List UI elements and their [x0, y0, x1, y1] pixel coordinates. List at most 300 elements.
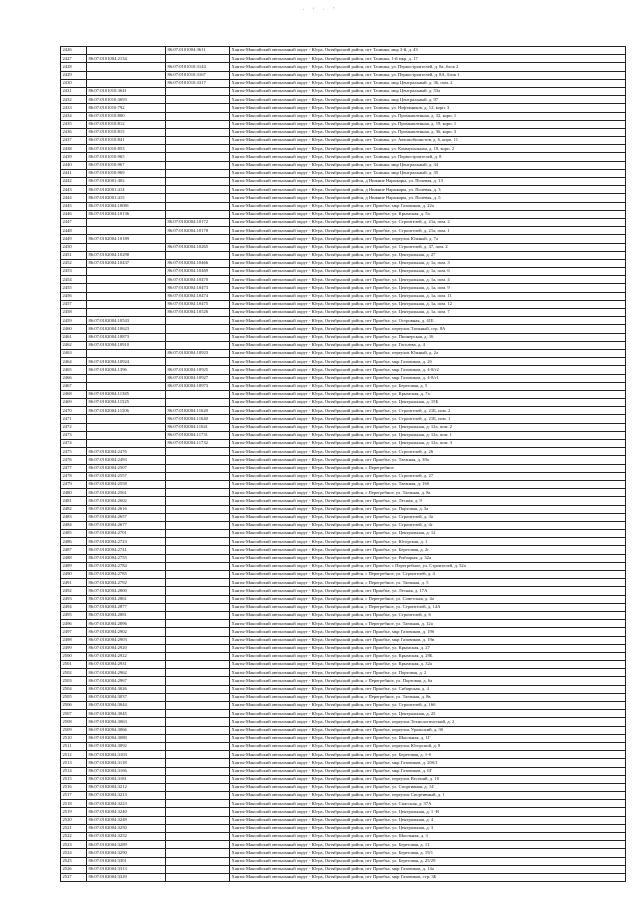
- address-cell: Ханты-Мансийский автономный округ - Югра, Октябрьский район, пгт Талинка, ул. Коммунальная, д. 19, корп. 2: [230, 145, 626, 153]
- address-cell: Ханты-Мансийский автономный округ - Югра, Октябрьский район, пгт Приобье, ул. Школьная, д. 1Г: [230, 734, 626, 742]
- address-cell: Ханты-Мансийский автономный округ - Югра, Октябрьский район, пгт Приобье, ул. Центральная, д. 4: [230, 816, 626, 824]
- row-number-cell: 2512: [61, 751, 87, 759]
- row-number-cell: 2516: [61, 783, 87, 791]
- address-cell: Ханты-Мансийский автономный округ - Югра, Октябрьский район, пгт Приобье, ул. Лесная, д. 17А: [230, 587, 626, 595]
- premises-cadastral-number-cell: [166, 513, 230, 521]
- cadastral-number-cell: 86:07:0102004:10136: [87, 210, 166, 218]
- address-cell: Ханты-Мансийский автономный округ - Югра, Октябрьский район, пгт Талинка, ул. Первостроителей, д. 8: [230, 153, 626, 161]
- address-cell: Ханты-Мансийский автономный округ - Югра, Октябрьский район, пгт Приобье, мкр Газовиков, д. 6Г: [230, 767, 626, 775]
- address-cell: Ханты-Мансийский автономный округ - Югра, Октябрьский район, пгт Приобье, ул. Лесная, д. 9: [230, 497, 626, 505]
- premises-cadastral-number-cell: 86:07:0102004:11732: [166, 440, 230, 448]
- address-cell: Ханты-Мансийский автономный округ - Югра, Октябрьский район, пгт Талинка, ул. Первостроителей, д. 8А, блок 1: [230, 71, 626, 79]
- cadastral-number-cell: 86:07:0102004:2881: [87, 611, 166, 619]
- premises-cadastral-number-cell: 86:07:0102004:10172: [166, 218, 230, 226]
- premises-cadastral-number-cell: [166, 759, 230, 767]
- cadastral-number-cell: 86:07:0102004:1396: [87, 366, 166, 374]
- address-cell: Ханты-Мансийский автономный округ - Югра, Октябрьский район, пгт Приобье, ул. Портовая, д. 2: [230, 669, 626, 677]
- premises-cadastral-number-cell: [166, 685, 230, 693]
- row-number-cell: 2485: [61, 530, 87, 538]
- premises-cadastral-number-cell: 86:07:0101010:3317: [166, 79, 230, 87]
- address-cell: Ханты-Мансийский автономный округ - Югра, Октябрьский район, пгт Талинка, 1-й мкр, д. 17: [230, 55, 626, 63]
- premises-cadastral-number-cell: [166, 161, 230, 169]
- cadastral-number-cell: 86:07:0102004:3301: [87, 857, 166, 865]
- premises-cadastral-number-cell: [166, 178, 230, 186]
- cadastral-number-cell: 86:07:0102004:3249: [87, 816, 166, 824]
- premises-cadastral-number-cell: [166, 210, 230, 218]
- cadastral-number-cell: 86:07:0102004:11506: [87, 407, 166, 415]
- table-row: [61, 366, 626, 374]
- cadastral-number-cell: 86:07:0102004:10081: [87, 202, 166, 210]
- table-row: [61, 276, 626, 284]
- cadastral-number-cell: [87, 440, 166, 448]
- cadastral-number-cell: 86:07:0102001:414: [87, 186, 166, 194]
- premises-cadastral-number-cell: [166, 472, 230, 480]
- premises-cadastral-number-cell: [166, 800, 230, 808]
- table-row: [61, 399, 626, 407]
- row-number-cell: 2451: [61, 251, 87, 259]
- premises-cadastral-number-cell: 86:07:0102004:10526: [166, 309, 230, 317]
- row-number-cell: 2502: [61, 669, 87, 677]
- address-cell: Ханты-Мансийский автономный округ - Югра, Октябрьский район, пгт Приобье, ул. Строителей, д. 6: [230, 611, 626, 619]
- cadastral-number-cell: 86:07:0102004:3213: [87, 792, 166, 800]
- table-row: [61, 317, 626, 325]
- table-row: [61, 783, 626, 791]
- table-row: [61, 734, 626, 742]
- row-number-cell: 2469: [61, 399, 87, 407]
- cadastral-number-cell: 86:07:0102004:2558: [87, 480, 166, 488]
- premises-cadastral-number-cell: [166, 718, 230, 726]
- table-row: [61, 259, 626, 267]
- premises-cadastral-number-cell: [166, 710, 230, 718]
- premises-cadastral-number-cell: [166, 358, 230, 366]
- premises-cadastral-number-cell: [166, 841, 230, 849]
- premises-cadastral-number-cell: [166, 87, 230, 95]
- row-number-cell: 2456: [61, 292, 87, 300]
- table-row: [61, 521, 626, 529]
- address-cell: Ханты-Мансийский автономный округ - Югра, Октябрьский район, пгт Приобье, ул. Береговая, д. 5: [230, 382, 626, 390]
- premises-cadastral-number-cell: 86:07:0102004:10925: [166, 366, 230, 374]
- cadastral-number-cell: 86:07:0102004:10623: [87, 325, 166, 333]
- premises-cadastral-number-cell: [166, 579, 230, 587]
- cadastral-number-cell: [87, 300, 166, 308]
- table-row: [61, 792, 626, 800]
- address-cell: Ханты-Мансийский автономный округ - Югра, Октябрьский район, пгт Приобье, переулок Весений, д. 10: [230, 775, 626, 783]
- cadastral-number-cell: 86:07:0102004:2507: [87, 464, 166, 472]
- table-row: [61, 685, 626, 693]
- row-number-cell: 2453: [61, 268, 87, 276]
- table-row: [61, 595, 626, 603]
- cadastral-number-cell: 86:07:0102004:3063: [87, 718, 166, 726]
- table-row: [61, 382, 626, 390]
- premises-cadastral-number-cell: [166, 464, 230, 472]
- table-row: [61, 865, 626, 873]
- address-cell: Ханты-Мансийский автономный округ - Югра, Октябрьский район, пгт Приобье, ул. Береговая, д. 1-б: [230, 751, 626, 759]
- table-row: [61, 415, 626, 423]
- cadastral-number-cell: [87, 415, 166, 423]
- address-cell: Ханты-Мансийский автономный округ - Югра, Октябрьский район, пгт Приобье, ул. Строителей, д. 21Б, пом. 1: [230, 415, 626, 423]
- table-row: [61, 407, 626, 415]
- table-row: [61, 726, 626, 734]
- table-row: [61, 268, 626, 276]
- cadastral-number-cell: [87, 47, 166, 55]
- table-row: [61, 96, 626, 104]
- premises-cadastral-number-cell: [166, 169, 230, 177]
- premises-cadastral-number-cell: [166, 636, 230, 644]
- row-number-cell: 2426: [61, 47, 87, 55]
- table-row: [61, 587, 626, 595]
- premises-cadastral-number-cell: [166, 783, 230, 791]
- address-cell: Ханты-Мансийский автономный округ - Югра, Октябрьский район, пгт Приобье, ул. Центральная, д. 12а, пом. 2: [230, 423, 626, 431]
- address-cell: Ханты-Мансийский автономный округ - Югра, Октябрьский район, пгт Приобье, переулок Таежный, стр. 8А: [230, 325, 626, 333]
- address-cell: Ханты-Мансийский автономный округ - Югра, Октябрьский район, пгт Приобье, ул. Центральная, д. 1а, пом. 12: [230, 300, 626, 308]
- cadastral-number-cell: 86:07:0102004:3066: [87, 726, 166, 734]
- premises-cadastral-number-cell: 86:07:0101004:3611: [166, 47, 230, 55]
- address-cell: Ханты-Мансийский автономный округ - Югра, Октябрьский район, пгт Приобье, ул. Центральная, д. 12а, пом. 3: [230, 440, 626, 448]
- row-number-cell: 2476: [61, 456, 87, 464]
- cadastral-number-cell: 86:07:0102004:2903: [87, 636, 166, 644]
- premises-cadastral-number-cell: [166, 120, 230, 128]
- cadastral-register-table: [60, 46, 626, 882]
- table-row: [61, 677, 626, 685]
- table-row: [61, 300, 626, 308]
- address-cell: Ханты-Мансийский автономный округ - Югра, Октябрьский район, д Нижние Нарыкары, ул. Полевая, д. 5: [230, 194, 626, 202]
- row-number-cell: 2427: [61, 55, 87, 63]
- row-number-cell: 2438: [61, 145, 87, 153]
- table-row: [61, 702, 626, 710]
- row-number-cell: 2503: [61, 677, 87, 685]
- table-row: [61, 251, 626, 259]
- address-cell: Ханты-Мансийский автономный округ - Югра, Октябрьский район, пгт Приобье, мкр Газовиков, д. 19в: [230, 636, 626, 644]
- row-number-cell: 2454: [61, 276, 87, 284]
- premises-cadastral-number-cell: [166, 620, 230, 628]
- address-cell: Ханты-Мансийский автономный округ - Югра, Октябрьский район, с Перегребное, ул. Таежная, д. 12а: [230, 620, 626, 628]
- premises-cadastral-number-cell: 86:07:0102004:11641: [166, 423, 230, 431]
- premises-cadastral-number-cell: [166, 390, 230, 398]
- table-row: [61, 448, 626, 456]
- table-row: [61, 562, 626, 570]
- row-number-cell: 2523: [61, 841, 87, 849]
- premises-cadastral-number-cell: 86:07:0102004:10178: [166, 227, 230, 235]
- address-cell: Ханты-Мансийский автономный округ - Югра, Октябрьский район, пгт Приобье, мкр Газовиков, д. 19б: [230, 628, 626, 636]
- cadastral-number-cell: 86:07:0102004:10543: [87, 317, 166, 325]
- premises-cadastral-number-cell: [166, 235, 230, 243]
- premises-cadastral-number-cell: [166, 857, 230, 865]
- premises-cadastral-number-cell: [166, 849, 230, 857]
- cadastral-number-cell: 86:07:0102004:3240: [87, 808, 166, 816]
- cadastral-number-cell: 86:07:0102004:2677: [87, 521, 166, 529]
- table-row: [61, 775, 626, 783]
- row-number-cell: 2498: [61, 636, 87, 644]
- table-row: [61, 742, 626, 750]
- address-cell: Ханты-Мансийский автономный округ - Югра, Октябрьский район, пгт Приобье, ул. Крымская, д. 29Б: [230, 652, 626, 660]
- cadastral-number-cell: 86:07:0102004:2800: [87, 587, 166, 595]
- row-number-cell: 2455: [61, 284, 87, 292]
- premises-cadastral-number-cell: [166, 546, 230, 554]
- cadastral-number-cell: 86:07:0102004:2931: [87, 661, 166, 669]
- address-cell: Ханты-Мансийский автономный округ - Югра, Октябрьский район, пгт Приобье, ул. Спасская, д. 37А: [230, 800, 626, 808]
- address-cell: Ханты-Мансийский автономный округ - Югра, Октябрьский район, пгт Приобье, ул. Крымская, д. 32а: [230, 661, 626, 669]
- premises-cadastral-number-cell: 86:07:0101010:3167: [166, 71, 230, 79]
- row-number-cell: 2441: [61, 169, 87, 177]
- cadastral-number-cell: [87, 227, 166, 235]
- premises-cadastral-number-cell: [166, 505, 230, 513]
- row-number-cell: 2439: [61, 153, 87, 161]
- premises-cadastral-number-cell: 86:07:0101010:3144: [166, 63, 230, 71]
- address-cell: Ханты-Мансийский автономный округ - Югра, Октябрьский район, пгт Приобье, ул. Береговая, д. 11: [230, 841, 626, 849]
- premises-cadastral-number-cell: [166, 145, 230, 153]
- table-row: [61, 472, 626, 480]
- premises-cadastral-number-cell: [166, 96, 230, 104]
- table-row: [61, 849, 626, 857]
- row-number-cell: 2463: [61, 349, 87, 357]
- row-number-cell: 2515: [61, 775, 87, 783]
- cadastral-number-cell: 86:07:0102001:415: [87, 194, 166, 202]
- premises-cadastral-number-cell: [166, 562, 230, 570]
- table-row: [61, 710, 626, 718]
- address-cell: Ханты-Мансийский автономный округ - Югра, Октябрьский район, пгт Талинка, мкр Центральный, д. 36, пом. 2: [230, 79, 626, 87]
- address-cell: Ханты-Мансийский автономный округ - Югра, Октябрьский район, с Перегребное, ул. Таежная, д. 5: [230, 579, 626, 587]
- address-cell: Ханты-Мансийский автономный округ - Югра, Октябрьский район, пгт Приобье, ул. Крымская, д. 7а: [230, 390, 626, 398]
- row-number-cell: 2521: [61, 824, 87, 832]
- premises-cadastral-number-cell: [166, 341, 230, 349]
- row-number-cell: 2506: [61, 702, 87, 710]
- table-row: [61, 456, 626, 464]
- row-number-cell: 2458: [61, 309, 87, 317]
- cadastral-number-cell: 86:07:0102004:2701: [87, 530, 166, 538]
- row-number-cell: 2479: [61, 480, 87, 488]
- address-cell: Ханты-Мансийский автономный округ - Югра, Октябрьский район, пгт Приобье, ул. Гоголева, д. 4: [230, 341, 626, 349]
- row-number-cell: 2499: [61, 644, 87, 652]
- row-number-cell: 2526: [61, 865, 87, 873]
- row-number-cell: 2492: [61, 587, 87, 595]
- cadastral-number-cell: [87, 71, 166, 79]
- cadastral-number-cell: 86:07:0102004:2962: [87, 669, 166, 677]
- table-row: [61, 603, 626, 611]
- cadastral-number-cell: 86:07:0102004:3313: [87, 865, 166, 873]
- address-cell: Ханты-Мансийский автономный округ - Югра, Октябрьский район, пгт Приобье, ул. Таежная, д. 16б: [230, 480, 626, 488]
- address-cell: Ханты-Мансийский автономный округ - Югра, Октябрьский район, пгт Приобье, ул. Береговая, д. 25/29: [230, 857, 626, 865]
- row-number-cell: 2434: [61, 112, 87, 120]
- table-row: [61, 161, 626, 169]
- address-cell: Ханты-Мансийский автономный округ - Югра, Октябрьский район, пгт Приобье, ул. Рыбацкая, д. 32а: [230, 554, 626, 562]
- table-row: [61, 71, 626, 79]
- cadastral-number-cell: 86:07:0102004:10924: [87, 358, 166, 366]
- row-number-cell: 2460: [61, 325, 87, 333]
- address-cell: Ханты-Мансийский автономный округ - Югра, Октябрьский район, пгт Приобье, ул. Береговая, д. 19/1: [230, 849, 626, 857]
- cadastral-number-cell: 86:07:0102004:3252: [87, 833, 166, 841]
- row-number-cell: 2429: [61, 71, 87, 79]
- address-cell: Ханты-Мансийский автономный округ - Югра, Октябрьский район, пгт Талинка, мкр Центральный, д. 97: [230, 96, 626, 104]
- premises-cadastral-number-cell: 86:07:0102004:10927: [166, 374, 230, 382]
- table-row: [61, 571, 626, 579]
- cadastral-number-cell: 86:07:0102004:10873: [87, 333, 166, 341]
- address-cell: Ханты-Мансийский автономный округ - Югра, Октябрьский район, пгт Приобье, переулок Южный, д. 7а: [230, 235, 626, 243]
- address-cell: Ханты-Мансийский автономный округ - Югра, Октябрьский район, пгт Приобье, ул. Центральная, д. 1а, пом. 6: [230, 268, 626, 276]
- premises-cadastral-number-cell: [166, 399, 230, 407]
- address-cell: Ханты-Мансийский автономный округ - Югра, Октябрьский район, пгт Приобье, мкр Газовиков, д. 14а: [230, 865, 626, 873]
- row-number-cell: 2433: [61, 104, 87, 112]
- row-number-cell: 2450: [61, 243, 87, 251]
- cadastral-number-cell: 86:07:0101010:800: [87, 112, 166, 120]
- premises-cadastral-number-cell: [166, 530, 230, 538]
- premises-cadastral-number-cell: 86:07:0102004:10265: [166, 243, 230, 251]
- cadastral-number-cell: [87, 423, 166, 431]
- cadastral-number-cell: 86:07:0102004:2785: [87, 571, 166, 579]
- address-cell: Ханты-Мансийский автономный округ - Югра, Октябрьский район, пгт Приобье, ул. Центральная, д. 12: [230, 530, 626, 538]
- address-cell: Ханты-Мансийский автономный округ - Югра, Октябрьский район, пгт Талинка, ул. Нефтяников, д. 12, корп. 3: [230, 104, 626, 112]
- row-number-cell: 2436: [61, 128, 87, 136]
- address-cell: Ханты-Мансийский автономный округ - Югра, Октябрьский район, пгт Приобье, мкр Газовиков, д. 20б/1: [230, 759, 626, 767]
- premises-cadastral-number-cell: [166, 521, 230, 529]
- address-cell: Ханты-Мансийский автономный округ - Югра, Октябрьский район, пгт Приобье, ул. Строителей, д. 47, пом. 2: [230, 243, 626, 251]
- cadastral-number-cell: 86:07:0102004:3329: [87, 873, 166, 881]
- address-cell: Ханты-Мансийский автономный округ - Югра, Октябрьский район, пгт Талинка, ул. Промышленная, д. 36, корп. 3: [230, 128, 626, 136]
- premises-cadastral-number-cell: [166, 816, 230, 824]
- row-number-cell: 2459: [61, 317, 87, 325]
- row-number-cell: 2461: [61, 333, 87, 341]
- address-cell: Ханты-Мансийский автономный округ - Югра, Октябрьский район, пгт Приобье, ул. Югорская, д. 1: [230, 538, 626, 546]
- row-number-cell: 2494: [61, 603, 87, 611]
- premises-cadastral-number-cell: [166, 104, 230, 112]
- premises-cadastral-number-cell: 86:07:0102004:10470: [166, 276, 230, 284]
- premises-cadastral-number-cell: 86:07:0102004:10973: [166, 382, 230, 390]
- address-cell: Ханты-Мансийский автономный округ - Югра, Октябрьский район, пгт Приобье, мкр Газовиков, стр. 3Б: [230, 873, 626, 881]
- table-row: [61, 669, 626, 677]
- row-number-cell: 2470: [61, 407, 87, 415]
- row-number-cell: 2428: [61, 63, 87, 71]
- row-number-cell: 2452: [61, 259, 87, 267]
- cadastral-number-cell: 86:07:0102004:2493: [87, 456, 166, 464]
- row-number-cell: 2443: [61, 186, 87, 194]
- cadastral-number-cell: 86:07:0102004:3250: [87, 824, 166, 832]
- cadastral-number-cell: [87, 243, 166, 251]
- premises-cadastral-number-cell: [166, 538, 230, 546]
- address-cell: Ханты-Мансийский автономный округ - Югра, Октябрьский район, пгт Приобье, ул. Таежная, д. 39а: [230, 456, 626, 464]
- address-cell: Ханты-Мансийский автономный округ - Югра, Октябрьский район, пгт Приобье, ул. Центральная, д. 1а, пом. 4: [230, 276, 626, 284]
- premises-cadastral-number-cell: [166, 792, 230, 800]
- cadastral-number-cell: [87, 309, 166, 317]
- premises-cadastral-number-cell: [166, 325, 230, 333]
- table-row: [61, 546, 626, 554]
- address-cell: Ханты-Мансийский автономный округ - Югра, Октябрьский район, с Перегребное, ул. Строителей, д. 4: [230, 571, 626, 579]
- premises-cadastral-number-cell: [166, 194, 230, 202]
- row-number-cell: 2442: [61, 178, 87, 186]
- premises-cadastral-number-cell: [166, 628, 230, 636]
- premises-cadastral-number-cell: [166, 865, 230, 873]
- row-number-cell: 2445: [61, 202, 87, 210]
- cadastral-number-cell: 86:07:0101010:792: [87, 104, 166, 112]
- premises-cadastral-number-cell: [166, 693, 230, 701]
- cadastral-number-cell: 86:07:0102004:2723: [87, 538, 166, 546]
- table-row: [61, 751, 626, 759]
- address-cell: Ханты-Мансийский автономный округ - Югра, Октябрьский район, пгт Талинка, ул. Первостроителей, д. 8а, блок 2: [230, 63, 626, 71]
- row-number-cell: 2447: [61, 218, 87, 226]
- table-row: [61, 636, 626, 644]
- premises-cadastral-number-cell: 86:07:0102004:11731: [166, 431, 230, 439]
- premises-cadastral-number-cell: [166, 571, 230, 579]
- premises-cadastral-number-cell: [166, 677, 230, 685]
- address-cell: Ханты-Мансийский автономный округ - Югра, Октябрьский район, пгт Приобье, переулок Южный, д. 2а: [230, 349, 626, 357]
- row-number-cell: 2475: [61, 448, 87, 456]
- premises-cadastral-number-cell: [166, 611, 230, 619]
- cadastral-number-cell: 86:07:0101010:965: [87, 153, 166, 161]
- table-row: [61, 759, 626, 767]
- table-row: [61, 480, 626, 488]
- cadastral-number-cell: 86:07:0102004:3118: [87, 759, 166, 767]
- premises-cadastral-number-cell: [166, 554, 230, 562]
- row-number-cell: 2509: [61, 726, 87, 734]
- table-row: [61, 112, 626, 120]
- row-number-cell: 2478: [61, 472, 87, 480]
- row-number-cell: 2500: [61, 652, 87, 660]
- cadastral-number-cell: 86:07:0102004:3103: [87, 751, 166, 759]
- row-number-cell: 2527: [61, 873, 87, 881]
- premises-cadastral-number-cell: [166, 317, 230, 325]
- table-row: [61, 341, 626, 349]
- address-cell: Ханты-Мансийский автономный округ - Югра, Октябрьский район, пгт Приобье, ул. Строителей, д. 26: [230, 448, 626, 456]
- table-row: [61, 309, 626, 317]
- row-number-cell: 2487: [61, 546, 87, 554]
- premises-cadastral-number-cell: [166, 726, 230, 734]
- premises-cadastral-number-cell: [166, 742, 230, 750]
- cadastral-number-cell: [87, 268, 166, 276]
- table-row: [61, 284, 626, 292]
- row-number-cell: 2504: [61, 685, 87, 693]
- address-cell: Ханты-Мансийский автономный округ - Югра, Октябрьский район, пгт Приобье, переулок Уральский, д. 3б: [230, 726, 626, 734]
- cadastral-number-cell: [87, 374, 166, 382]
- row-number-cell: 2462: [61, 341, 87, 349]
- premises-cadastral-number-cell: 86:07:0102004:11620: [166, 407, 230, 415]
- address-cell: Ханты-Мансийский автономный округ - Югра, Октябрьский район, с Перегребное, ул. Строителей, д. 14А: [230, 603, 626, 611]
- address-cell: Ханты-Мансийский автономный округ - Югра, Октябрьский район, пгт Приобье, мкр Газовиков, д. 4-8/г1: [230, 374, 626, 382]
- cadastral-number-cell: 86:07:0102004:2657: [87, 513, 166, 521]
- cadastral-number-cell: 86:07:0101010:969: [87, 169, 166, 177]
- row-number-cell: 2472: [61, 423, 87, 431]
- premises-cadastral-number-cell: [166, 808, 230, 816]
- table-row: [61, 554, 626, 562]
- cadastral-number-cell: 86:07:0102004:3045: [87, 710, 166, 718]
- cadastral-number-cell: 86:07:0102004:3026: [87, 685, 166, 693]
- table-row: [61, 292, 626, 300]
- row-number-cell: 2457: [61, 300, 87, 308]
- address-cell: Ханты-Мансийский автономный округ - Югра, Октябрьский район, пгт Приобье, ул. Центральная, д. 3: [230, 824, 626, 832]
- address-cell: Ханты-Мансийский автономный округ - Югра, Октябрьский район, с Перегребное: [230, 464, 626, 472]
- address-cell: Ханты-Мансийский автономный округ - Югра, Октябрьский район, пгт Приобье, ул. Центральная, д. 15Б: [230, 399, 626, 407]
- row-number-cell: 2465: [61, 366, 87, 374]
- cadastral-number-cell: 86:07:0102004:3212: [87, 783, 166, 791]
- row-number-cell: 2517: [61, 792, 87, 800]
- premises-cadastral-number-cell: [166, 751, 230, 759]
- premises-cadastral-number-cell: [166, 128, 230, 136]
- table-row: [61, 218, 626, 226]
- table-row: [61, 873, 626, 881]
- premises-cadastral-number-cell: [166, 202, 230, 210]
- row-number-cell: 2486: [61, 538, 87, 546]
- cadastral-number-cell: [87, 292, 166, 300]
- table-row: [61, 579, 626, 587]
- row-number-cell: 2477: [61, 464, 87, 472]
- address-cell: Ханты-Мансийский автономный округ - Югра, Октябрьский район, с Перегребное, ул. Советская, д. 4а: [230, 595, 626, 603]
- address-cell: Ханты-Мансийский автономный округ - Югра, Октябрьский район, с Перегребное, ул. Портовая, д. 6а: [230, 677, 626, 685]
- row-number-cell: 2520: [61, 816, 87, 824]
- row-number-cell: 2505: [61, 693, 87, 701]
- cadastral-number-cell: [87, 276, 166, 284]
- premises-cadastral-number-cell: [166, 497, 230, 505]
- table-row: [61, 169, 626, 177]
- cadastral-number-cell: 86:07:0102004:3037: [87, 693, 166, 701]
- address-cell: Ханты-Мансийский автономный округ - Югра, Октябрьский район, пгт Приобье, ул. Центральная, д. 1а, пом. 3: [230, 259, 626, 267]
- table-row: [61, 767, 626, 775]
